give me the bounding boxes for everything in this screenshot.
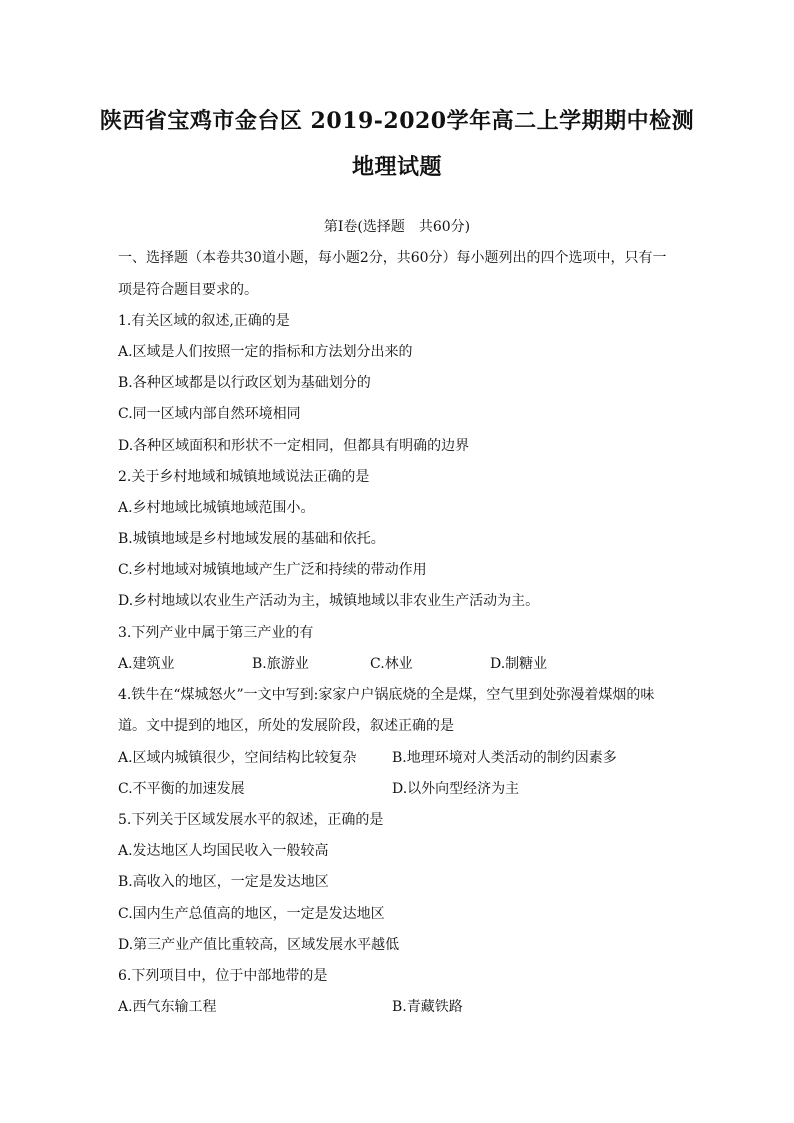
question-4-option-a: A.区域内城镇很少，空间结构比较复杂 (118, 750, 357, 766)
question-3-option-b: B.旅游业 (252, 656, 309, 672)
question-4-stem-line2: 道。文中提到的地区，所处的发展阶段，叙述正确的是 (118, 718, 454, 734)
question-1-option-c: C.同一区域内部自然环境相同 (118, 406, 301, 422)
question-1-option-b: B.各种区域都是以行政区划为基础划分的 (118, 375, 371, 391)
section-instructions-line1: 一、选择题（本卷共30道小题，每小题2分，共60分）每小题列出的四个选项中，只有一 (118, 250, 667, 266)
question-5-option-c: C.国内生产总值高的地区，一定是发达地区 (118, 906, 385, 922)
exam-title: 陕西省宝鸡市金台区 2019-2020学年高二上学期期中检测 (99, 108, 695, 134)
section-heading: 第Ⅰ卷(选择题 共60分) (323, 219, 471, 235)
exam-subject-title: 地理试题 (351, 154, 442, 180)
question-2-option-b: B.城镇地域是乡村地域发展的基础和依托。 (118, 531, 385, 547)
question-1-option-a: A.区域是人们按照一定的指标和方法划分出来的 (118, 344, 413, 360)
question-6-option-b: B.青藏铁路 (392, 999, 463, 1015)
question-1-stem: 1.有关区域的叙述,正确的是 (118, 313, 290, 329)
section-instructions-line2: 项是符合题目要求的。 (118, 282, 258, 298)
question-4-option-b: B.地理环境对人类活动的制约因素多 (392, 750, 617, 766)
question-3-option-c: C.林业 (370, 656, 413, 672)
question-3-option-a: A.建筑业 (118, 656, 175, 672)
question-2-option-c: C.乡村地域对城镇地域产生广泛和持续的带动作用 (118, 562, 427, 578)
question-2-option-a: A.乡村地域比城镇地域范围小。 (118, 500, 315, 516)
question-6-option-a: A.西气东输工程 (118, 999, 217, 1015)
question-1-option-d: D.各种区域面积和形状不一定相同，但都具有明确的边界 (118, 438, 470, 454)
question-4-option-c: C.不平衡的加速发展 (118, 781, 245, 797)
question-5-option-d: D.第三产业产值比重较高，区域发展水平越低 (118, 937, 400, 953)
question-4-option-d: D.以外向型经济为主 (392, 781, 520, 797)
question-5-stem: 5.下列关于区域发展水平的叙述，正确的是 (118, 812, 384, 828)
question-4-stem-line1: 4.铁牛在“煤城怒火”一文中写到:家家户户锅底烧的全是煤，空气里到处弥漫着煤烟的味 (118, 687, 655, 703)
question-3-stem: 3.下列产业中属于第三产业的有 (118, 625, 314, 641)
question-2-option-d: D.乡村地域以农业生产活动为主，城镇地域以非农业生产活动为主。 (118, 593, 540, 609)
question-5-option-b: B.高收入的地区，一定是发达地区 (118, 874, 329, 890)
question-6-stem: 6.下列项目中，位于中部地带的是 (118, 968, 328, 984)
question-3-option-d: D.制糖业 (490, 656, 548, 672)
question-5-option-a: A.发达地区人均国民收入一般较高 (118, 843, 329, 859)
question-2-stem: 2.关于乡村地域和城镇地域说法正确的是 (118, 469, 370, 485)
